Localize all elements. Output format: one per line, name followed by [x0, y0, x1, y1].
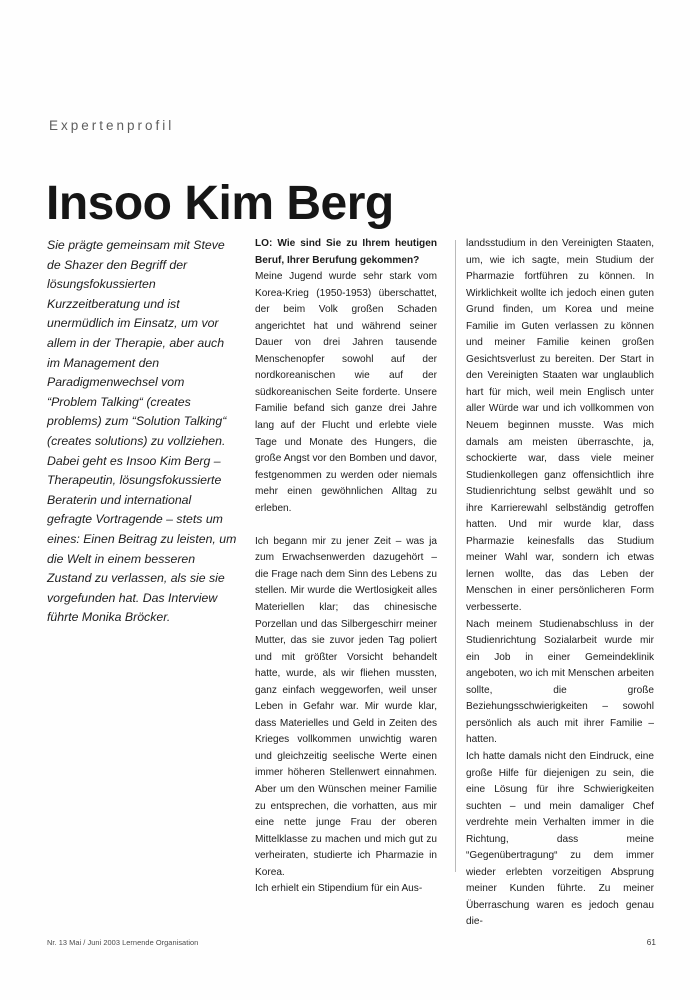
- footer-publication-info: Nr. 13 Mai / Juni 2003 Lernende Organisation: [47, 938, 199, 947]
- body-paragraph: landsstudium in den Vereinigten Staaten, um, wie ich sagte, mein Studium der Pharmazie fortführen zu können. In Wirklichkeit wollte ich jedoch einen guten Grund finden, um Korea und meine Familie im Guten verlassen zu können und meiner Familie keinen großen Gesichtsverlust zu bereiten. Der Start in den Vereinigten Staaten war unglaublich hart für mich, weil mein Englisch unter aller Würde war und ich vollkommen von Neuem beginnen musste. Was mich damals am meisten überraschte, ja, schockierte war, dass viele meiner Studienkollegen ganz offensichtlich ihre Studienrichtung selbst gewählt und so ihre Karrierewahl selbständig getroffen hatten. Und mir wurde klar, dass Pharmazie keinesfalls das Studium meiner Wahl war, sondern ich etwas lernen wollte, das das Leben der Menschen in einer persönlicheren Form verbesserte.: [466, 238, 654, 614]
- lead-intro-text: Sie prägte gemeinsam mit Steve de Shazer den Begriff der lösungsfokussierten Kurzzeitberatung und ist unermüdlich im Einsatz, um vor allem in der Therapie, aber auch im Management den Paradigmenwechsel vom “Problem Talking“ (creates problems) zum “Solution Talking“ (creates solutions) zu vollziehen. Dabei geht es Insoo Kim Berg – Therapeutin, lösungsfokussierte Beraterin und international gefragte Vortragende – stets um eines: Einen Beitrag zu leisten, um die Welt in einem besseren Zustand zu verlassen, als sie sie vorgefunden hat. Das Interview führte Monika Bröcker.: [47, 238, 237, 625]
- article-columns: [0, 236, 700, 928]
- body-paragraph: Ich erhielt ein Stipendium für ein Aus-: [255, 883, 423, 895]
- body-column-middle: [255, 236, 437, 898]
- body-paragraph: Ich begann mir zu jener Zeit – was ja zum Erwachsenwerden dazugehört – die Frage nach dem Sinn des Lebens zu stellen. Mir wurde die Wertlosigkeit alles Materiellen klar; das chinesische Porzellan und das Silbergeschirr meiner Mutter, das sie zuvor jeden Tag poliert und mit größter Vorsicht behandelt hatte, wurde, als wir fliehen mussten, ganz einfach weggeworfen, weil unser Leben in Gefahr war. Mir wurde klar, dass Materielles und Geld in Zeiten des Krieges vollkommen unwichtig waren und gleichzeitig seelische Werte einen immer höheren Stellenwert einnahmen. Aber um den Wünschen meiner Familie zu entsprechen, die vorhatten, aus mir eine nette junge Frau der oberen Mittelklasse zu machen und mich gut zu verheiraten, studierte ich Pharmazie in Korea.: [255, 535, 437, 878]
- body-paragraph: Nach meinem Studienabschluss in der Studienrichtung Sozialarbeit wurde mir ein Job in einer Gemeindeklinik angeboten, wo ich mit Menschen arbeiten sollte, die große Beziehungsschwierigkeiten – sowohl persönlich als auch mit ihrer Familie – hatten.: [466, 618, 654, 746]
- interview-question: LO: Wie sind Sie zu Ihrem heutigen Beruf, Ihrer Berufung gekommen?: [255, 238, 437, 266]
- body-column-right: [466, 236, 654, 931]
- footer-page-number: 61: [646, 938, 656, 947]
- body-paragraph: Meine Jugend wurde sehr stark vom Korea-Krieg (1950-1953) überschattet, der beim Volk großen Schaden angerichtet hat und während seiner Dauer von drei Jahren tausende Menschenopfer sowohl auf der nordkoreanischen wie auf der südkoreanischen Seite forderte. Unsere Familie befand sich ganze drei Jahre lang auf der Flucht und erlebte viele Tage und Monate des Hungers, die große Angst vor den Bomben und davor, festgenommen zu werden oder niemals mehr einen gewöhnlichen Alltag zu erleben.: [255, 271, 437, 514]
- page-title: Insoo Kim Berg: [46, 177, 394, 231]
- body-paragraph: Ich hatte damals nicht den Eindruck, eine große Hilfe für diejenigen zu sein, die eine Lösung für ihre Schwierigkeiten suchten – und mein damaliger Chef verdrehte mein Verhalten immer in die Richtung, dass meine “Gegenübertragung“ zu dem immer wieder erlebten vorzeitigen Absprung meiner Kunden führte. Zu meiner Überraschung waren es jedoch genau die-: [466, 750, 654, 928]
- article-kicker: Expertenprofil: [49, 118, 175, 133]
- lead-intro-column: [47, 236, 237, 628]
- page-footer: [47, 938, 656, 947]
